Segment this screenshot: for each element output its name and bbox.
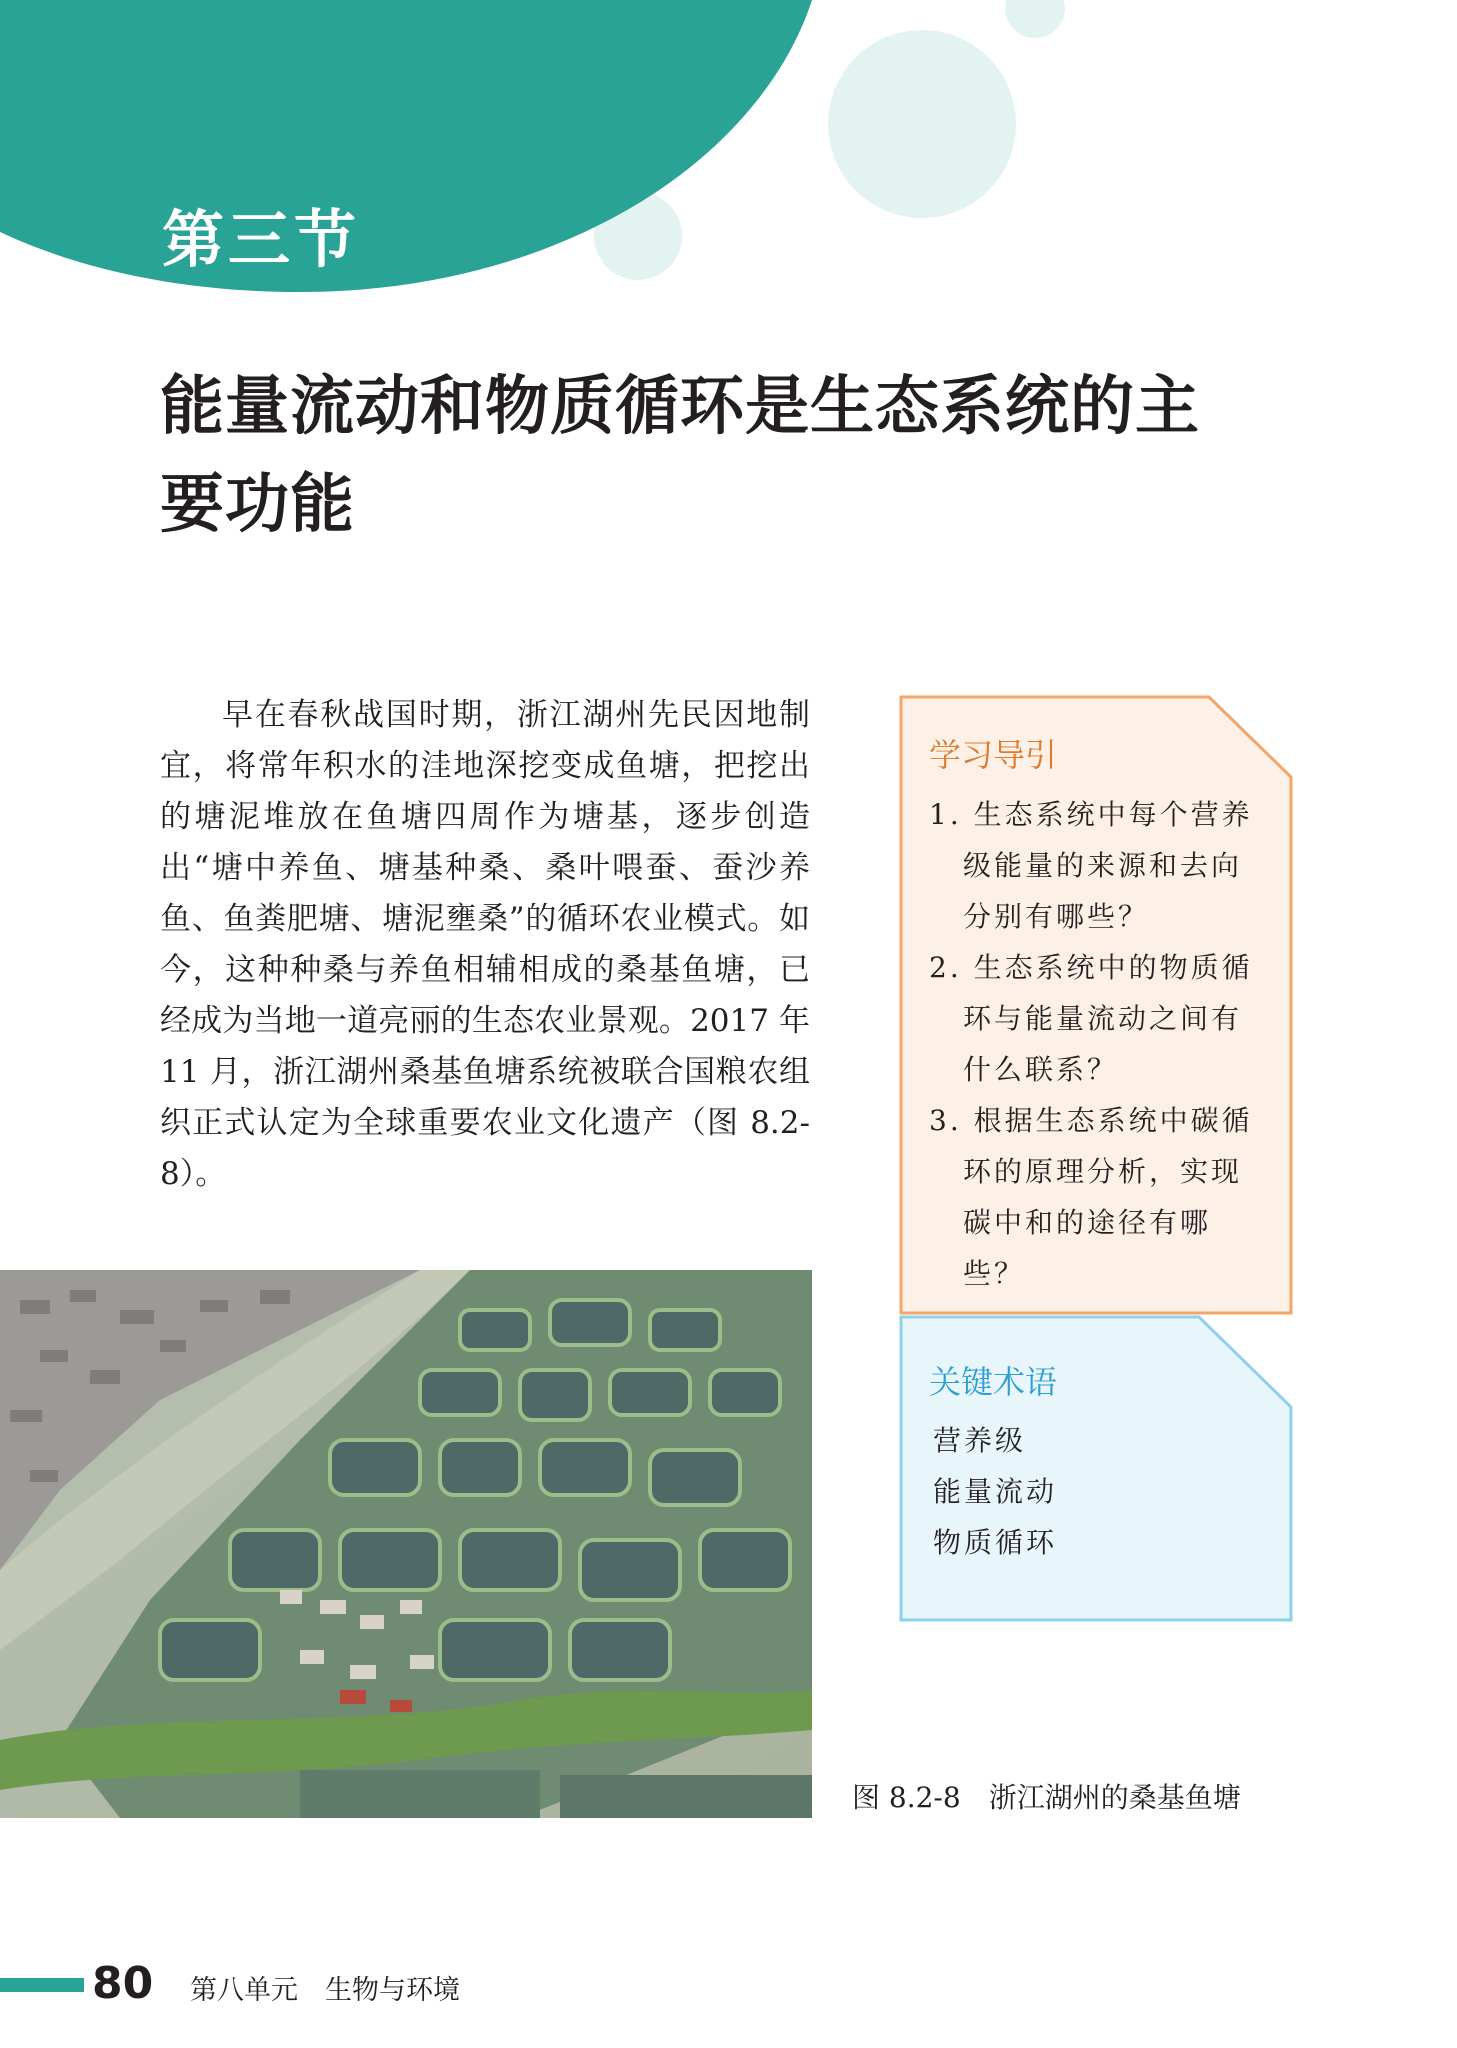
key-terms-list <box>933 1415 1057 1568</box>
unit-label: 第八单元 生物与环境 <box>190 1975 460 2006</box>
study-guide-item: 1. 生态系统中每个营养级能量的来源和去向分别有哪些？ <box>929 798 1253 933</box>
figure-caption: 图 8.2-8 浙江湖州的桑基鱼塘 <box>852 1781 1241 1814</box>
study-guide-list <box>929 789 1269 1299</box>
key-term-item: 能量流动 <box>933 1475 1058 1508</box>
chapter-title <box>160 358 1260 554</box>
key-term-item: 物质循环 <box>933 1526 1058 1559</box>
study-guide-heading: 学习导引 <box>929 736 1058 774</box>
key-term-item: 营养级 <box>933 1424 1027 1457</box>
study-guide-item: 3. 根据生态系统中碳循环的原理分析，实现碳中和的途径有哪些？ <box>929 1104 1253 1290</box>
header-teal-shape <box>0 0 812 292</box>
key-terms-panel <box>899 1315 1293 1622</box>
deco-circle-large <box>828 30 1016 218</box>
page-number: 80 <box>92 1958 154 2009</box>
section-label: 第三节 <box>162 203 361 276</box>
study-guide-item: 2. 生态系统中的物质循环与能量流动之间有什么联系？ <box>929 951 1253 1086</box>
body-paragraph: 早在春秋战国时期，浙江湖州先民因地制宜，将常年积水的洼地深挖变成鱼塘，把挖出的塘泥堆放在鱼塘四周作为塘基，逐步创造出“塘中养鱼、塘基种桑、桑叶喂蚕、蚕沙养鱼、鱼粪肥塘、塘泥壅桑”的循环农业模式。如今，这种种桑与养鱼相辅相成的桑基鱼塘，已经成为当地一道亮丽的生态农业景观。2017 年 11 月，浙江湖州桑基鱼塘系统被联合国粮农组织正式认定为全球重要农业文化遗产（图 8.2-8）。 <box>160 697 810 1192</box>
deco-circle-small <box>1005 0 1065 38</box>
footer-accent-bar <box>0 1978 84 1992</box>
key-terms-heading: 关键术语 <box>929 1363 1058 1401</box>
chapter-title-text: 能量流动和物质循环是生态系统的主要功能 <box>160 370 1200 542</box>
mulberry-fishpond-photo <box>0 1270 812 1818</box>
study-guide-panel <box>899 695 1293 1315</box>
